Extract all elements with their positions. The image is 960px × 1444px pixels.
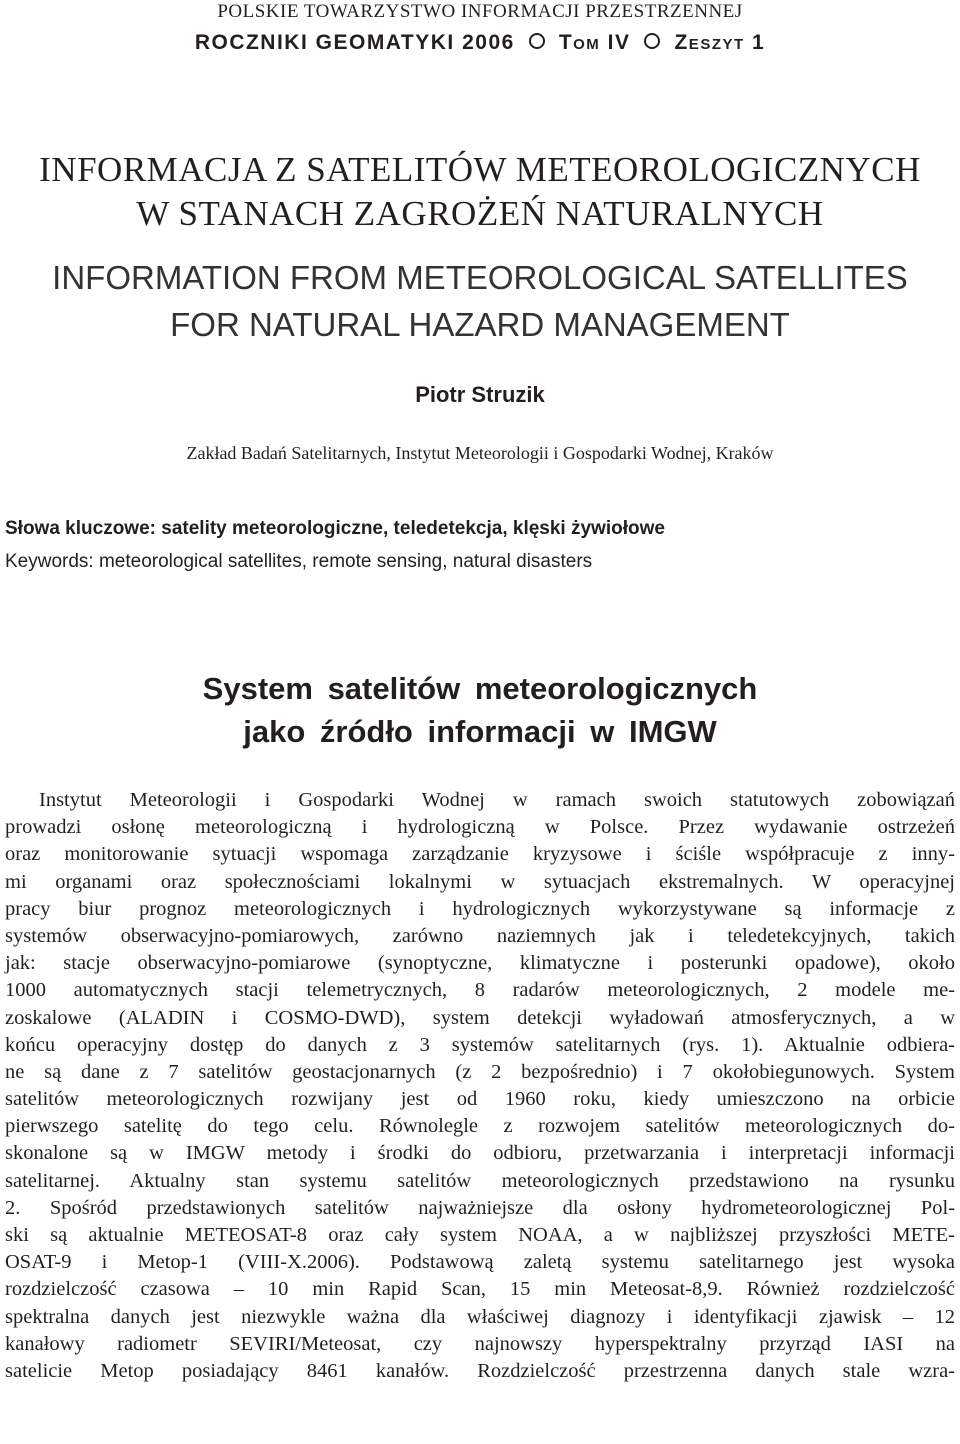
bullet-icon (644, 33, 660, 49)
keywords-english: Keywords: meteorological satellites, remote sensing, natural disasters (5, 551, 593, 572)
body-text-line: końcu operacyjny dostęp do danych z 3 systemów satelitarnych (rys. 1). Aktualnie odbiera- (5, 1033, 955, 1056)
body-text-line: Instytut Meteorologii i Gospodarki Wodnej w ramach swoich statutowych zobowiązań (39, 789, 955, 811)
section-heading-line: jako źródło informacji w IMGW (243, 714, 717, 749)
volume-label: Tom IV (558, 31, 631, 54)
body-text-line: spektralna danych jest niezwykle ważna dla właściwej diagnozy i identyfikacji zjawisk – 12 (5, 1305, 955, 1328)
body-text-line: kanałowy radiometr SEVIRI/Meteosat, czy najnowszy hyperspektralny przyrząd IASI na (5, 1332, 955, 1355)
body-text-line: pierwszego satelitę do tego celu. Równolegle z rozwojem satelitów meteorologicznych do- (5, 1115, 955, 1138)
society-header: POLSKIE TOWARZYSTWO INFORMACJI PRZESTRZENNEJ (217, 1, 743, 22)
title-english-line: FOR NATURAL HAZARD MANAGEMENT (170, 306, 790, 343)
body-text-line: oraz monitorowanie sytuacji wspomaga zarządzanie kryzysowe i ściśle współpracuje z inny- (5, 843, 955, 866)
body-text-line: ski są aktualnie METEOSAT-8 oraz cały system NOAA, a w najbliższej przyszłości METE- (5, 1224, 955, 1246)
body-text-line: mi organami oraz społecznościami lokalnymi w sytuacjach ekstremalnych. W operacyjnej (5, 870, 955, 893)
title-english (0, 254, 960, 348)
body-text-line: zoskalowe (ALADIN i COSMO-DWD), system detekcji wyładowań atmosferycznych, a w (5, 1006, 955, 1029)
body-text-line: rozdzielczość czasowa – 10 min Rapid Scan, 15 min Meteosat-8,9. Również rozdzielczość (5, 1278, 955, 1301)
body-text-line: jak: stacje obserwacyjno-pomiarowe (synoptyczne, klimatyczne i posterunki opadowe), około (5, 952, 955, 975)
bullet-icon (529, 33, 545, 49)
body-text-line: prowadzi osłonę meteorologiczną i hydrologiczną w Polsce. Przez wydawanie ostrzeżeń (5, 816, 955, 839)
keywords-block (5, 512, 955, 578)
section-heading (0, 667, 960, 753)
body-text-line: satelitarnej. Aktualny stan systemu satelitów meteorologicznych przedstawiono na rysunku (5, 1169, 955, 1192)
keywords-polish: Słowa kluczowe: satelity meteorologiczne, teledetekcja, klęski żywiołowe (5, 518, 665, 539)
body-text-line: satelicie Metop posiadający 8461 kanałów. Rozdzielczość przestrzenna danych stale wzra- (5, 1359, 955, 1382)
body-text-line: OSAT-9 i Metop-1 (VIII-X.2006). Podstawową zaletą systemu satelitarnego jest wysoka (5, 1251, 955, 1274)
body-text-line: systemów obserwacyjno-pomiarowych, zarówno naziemnych jak i teledetekcyjnych, takich (5, 924, 955, 947)
body-paragraph (5, 787, 955, 1385)
author-affiliation: Zakład Badań Satelitarnych, Instytut Meteorologii i Gospodarki Wodnej, Kraków (186, 443, 774, 463)
journal-header (0, 28, 960, 58)
body-text-line: skonalone są w IMGW metody i środki do odbioru, przetwarzania i interpretacji informacji (5, 1142, 955, 1165)
title-polish (0, 148, 960, 236)
issue-label: Zeszyt 1 (674, 31, 766, 54)
author-name: Piotr Struzik (415, 382, 545, 407)
body-text-line: 1000 automatycznych stacji telemetrycznych, 8 radarów meteorologicznych, 2 modele me- (5, 979, 955, 1002)
body-text-line: ne są dane z 7 satelitów geostacjonarnych (z 2 bezpośrednio) i 7 okołobiegunowych. System (5, 1060, 955, 1083)
body-text-line: pracy biur prognoz meteorologicznych i hydrologicznych wykorzystywane są informacje z (5, 897, 955, 920)
section-heading-line: System satelitów meteorologicznych (202, 671, 758, 706)
body-text-line: satelitów meteorologicznych rozwijany jest od 1960 roku, kiedy umieszczono na orbicie (5, 1088, 955, 1111)
journal-name: ROCZNIKI GEOMATYKI 2006 (194, 31, 515, 54)
title-english-line: INFORMATION FROM METEOROLOGICAL SATELLITES (52, 259, 908, 296)
title-polish-line: W STANACH ZAGROŻEŃ NATURALNYCH (136, 194, 824, 233)
title-polish-line: INFORMACJA Z SATELITÓW METEOROLOGICZNYCH (39, 150, 921, 189)
body-text-line: 2. Spośród przedstawionych satelitów najważniejsze dla osłony hydrometeorologicznej Pol- (5, 1196, 955, 1219)
